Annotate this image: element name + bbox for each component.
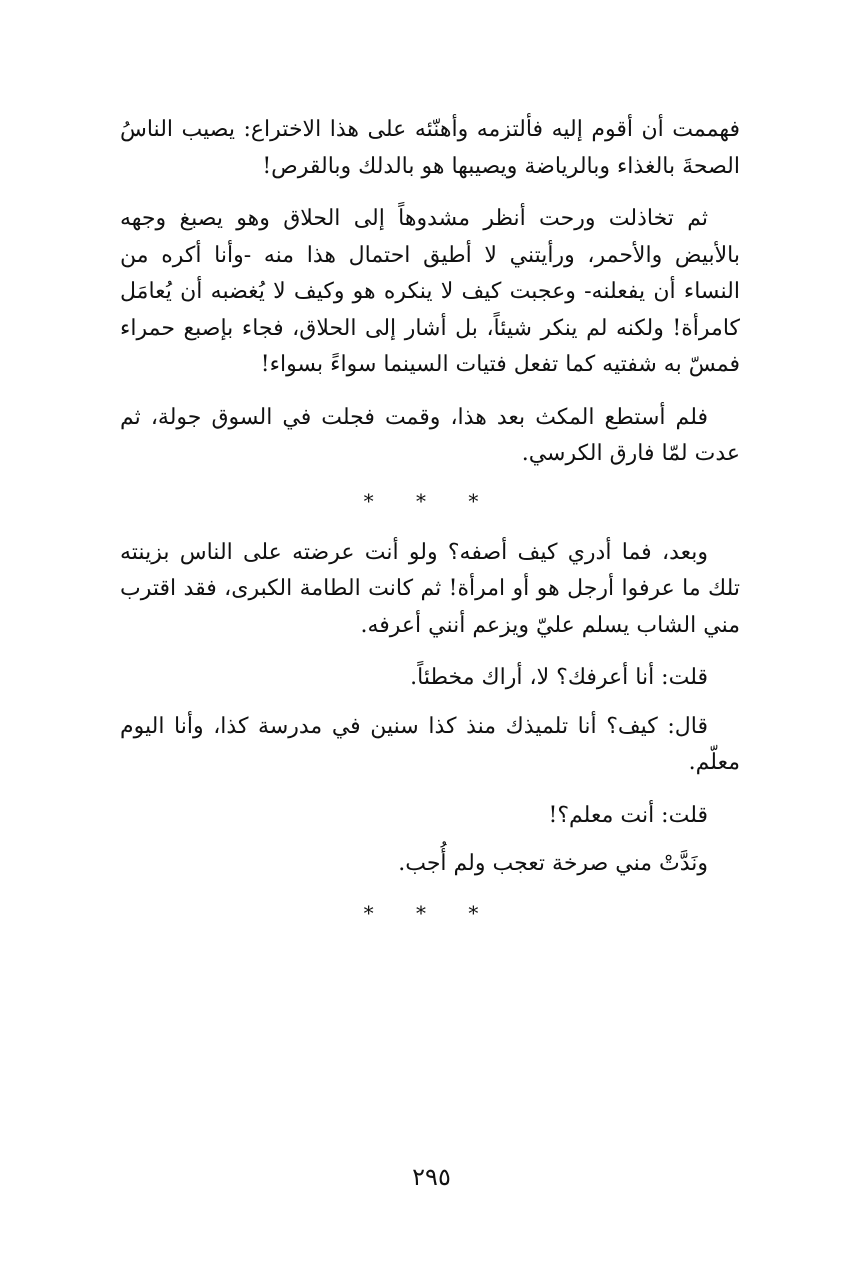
paragraph-4: وبعد، فما أدري كيف أصفه؟ ولو أنت عرضته على الناس بزينته تلك ما عرفوا أرجل هو أو امرأة! ثم كانت الطامة الكبرى، فقد اقترب مني الشاب يسلم عليّ ويزعم أنني أعرفه. — [120, 539, 740, 638]
section-separator-2: * * * — [363, 900, 497, 925]
page-number: ٢٩٥ — [412, 1163, 451, 1191]
dialog-line-1: قلت: أنا أعرفك؟ لا، أراك مخطئاً. — [410, 665, 708, 690]
paragraph-3: فلم أستطع المكث بعد هذا، وقمت فجلت في السوق جولة، ثم عدت لمّا فارق الكرسي. — [120, 404, 740, 466]
section-separator-1: * * * — [363, 488, 497, 513]
dialog-line-4: ونَدَّتْ مني صرخة تعجب ولم أُجب. — [398, 851, 708, 876]
paragraph-2: ثم تخاذلت ورحت أنظر مشدوهاً إلى الحلاق وهو يصبغ وجهه بالأبيض والأحمر، ورأيتني لا أطيق احتمال هذا منه -وأنا أكره من النساء أن يفعلنه- وعجبت كيف لا ينكره هو وكيف لا يُغضبه أن يُعامَل كامرأة! ولكنه لم ينكر شيئاً، بل أشار إلى الحلاق، فجاء بإصبع حمراء فمسّ به شفتيه كما تفعل فتيات السينما سواءً بسواء! — [120, 206, 740, 377]
paragraph-1: فهممت أن أقوم إليه فألتزمه وأهنّئه على هذا الاختراع: يصيب الناسُ الصحةَ بالغذاء وبالرياضة ويصيبها هو بالدلك وبالقرص! — [120, 117, 740, 179]
dialog-line-2: قال: كيف؟ أنا تلميذك منذ كذا سنين في مدرسة كذا، وأنا اليوم معلّم. — [120, 713, 740, 775]
dialog-line-3: قلت: أنت معلم؟! — [548, 802, 708, 828]
page-body — [120, 112, 740, 947]
